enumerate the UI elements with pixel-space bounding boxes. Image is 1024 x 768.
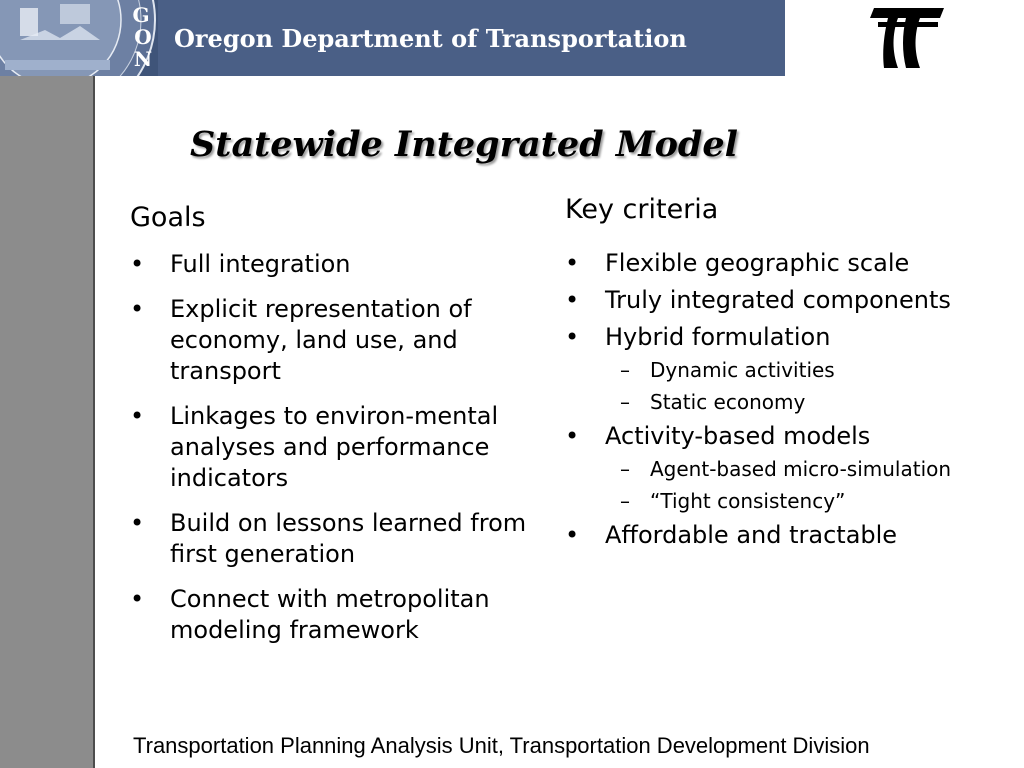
goal-item: • Explicit representation of economy, land use, and transport bbox=[130, 294, 550, 387]
criteria-item: • Truly integrated components bbox=[565, 285, 995, 316]
criteria-item: • Activity-based models bbox=[565, 421, 995, 452]
goal-item: • Linkages to environ-mental analyses and performance indicators bbox=[130, 401, 550, 494]
criteria-item: • Affordable and tractable bbox=[565, 520, 995, 551]
criteria-heading: Key criteria bbox=[565, 194, 719, 225]
svg-text:G: G bbox=[132, 3, 150, 27]
agency-name: Oregon Department of Transportation bbox=[174, 24, 687, 53]
slide-title: Statewide Integrated Model bbox=[190, 124, 738, 165]
goals-heading: Goals bbox=[130, 202, 206, 233]
criteria-item: • Flexible geographic scale bbox=[565, 248, 995, 279]
goal-item: • Full integration bbox=[130, 249, 550, 280]
criteria-subitem: – “Tight consistency” bbox=[565, 488, 995, 514]
left-sidebar-bar bbox=[0, 76, 95, 768]
svg-text:O: O bbox=[134, 25, 152, 49]
criteria-subitem: – Agent-based micro-simulation bbox=[565, 456, 995, 482]
goals-list bbox=[130, 249, 550, 646]
criteria-subitem: – Dynamic activities bbox=[565, 357, 995, 383]
criteria-subitem: – Static economy bbox=[565, 389, 995, 415]
svg-text:N: N bbox=[133, 47, 153, 71]
header-band bbox=[0, 0, 785, 76]
footer-text: Transportation Planning Analysis Unit, Transportation Development Division bbox=[133, 733, 870, 758]
oregon-seal-logo bbox=[0, 0, 158, 76]
goal-item: • Connect with metropolitan modeling framework bbox=[130, 584, 550, 646]
odot-logo bbox=[868, 4, 948, 72]
criteria-item: • Hybrid formulation bbox=[565, 322, 995, 353]
criteria-list bbox=[565, 248, 995, 551]
goal-item: • Build on lessons learned from first generation bbox=[130, 508, 550, 570]
